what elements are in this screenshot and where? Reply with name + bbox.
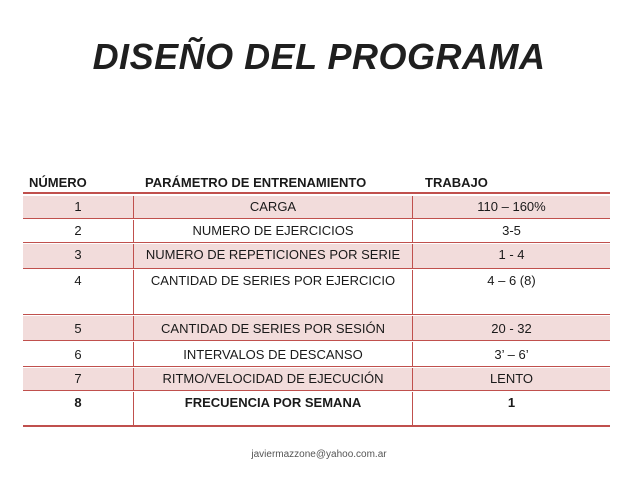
cell-work: 110 – 160%: [477, 199, 546, 214]
cell-number: 2: [74, 223, 82, 238]
cell-work: 3’ – 6’: [494, 347, 529, 362]
header-numero: NÚMERO: [29, 175, 87, 190]
table-row: [23, 244, 610, 269]
cell-number: 3: [74, 247, 82, 262]
cell-work: 4 – 6 (8): [487, 273, 536, 288]
cell-number: 4: [74, 273, 82, 288]
cell-work: 3-5: [502, 223, 521, 238]
cell-number: 8: [74, 395, 82, 410]
cell-parameter: INTERVALOS DE DESCANSO: [133, 342, 413, 366]
footer-email: javiermazzone@yahoo.com.ar: [251, 449, 387, 460]
cell-work: 1: [507, 395, 516, 410]
table-row: [23, 342, 610, 367]
cell-work: LENTO: [489, 371, 534, 386]
cell-parameter: CANTIDAD DE SERIES POR SESIÓN: [133, 316, 413, 340]
cell-parameter: FRECUENCIA POR SEMANA: [133, 392, 413, 425]
cell-parameter: RITMO/VELOCIDAD DE EJECUCIÓN: [133, 368, 413, 390]
cell-work: 1 - 4: [498, 247, 525, 262]
cell-parameter: NUMERO DE REPETICIONES POR SERIE: [133, 244, 413, 268]
table-row: [23, 270, 610, 315]
cell-parameter: CANTIDAD DE SERIES POR EJERCICIO: [133, 270, 413, 314]
cell-number: 7: [74, 371, 82, 386]
cell-number: 5: [74, 321, 82, 336]
cell-number: 6: [74, 347, 82, 362]
page-title: DISEÑO DEL PROGRAMA: [92, 36, 546, 77]
cell-number: 1: [74, 199, 82, 214]
header-trabajo: TRABAJO: [425, 175, 488, 190]
table-row: [23, 316, 610, 341]
header-parametro: PARÁMETRO DE ENTRENAMIENTO: [145, 175, 367, 190]
table-row: [23, 368, 610, 391]
table-row: [23, 392, 610, 427]
table-row: [23, 220, 610, 243]
cell-work: 20 - 32: [491, 321, 532, 336]
table-header-row: [23, 171, 610, 194]
cell-parameter: CARGA: [133, 196, 413, 218]
cell-parameter: NUMERO DE EJERCICIOS: [133, 220, 413, 242]
table-row: [23, 196, 610, 219]
